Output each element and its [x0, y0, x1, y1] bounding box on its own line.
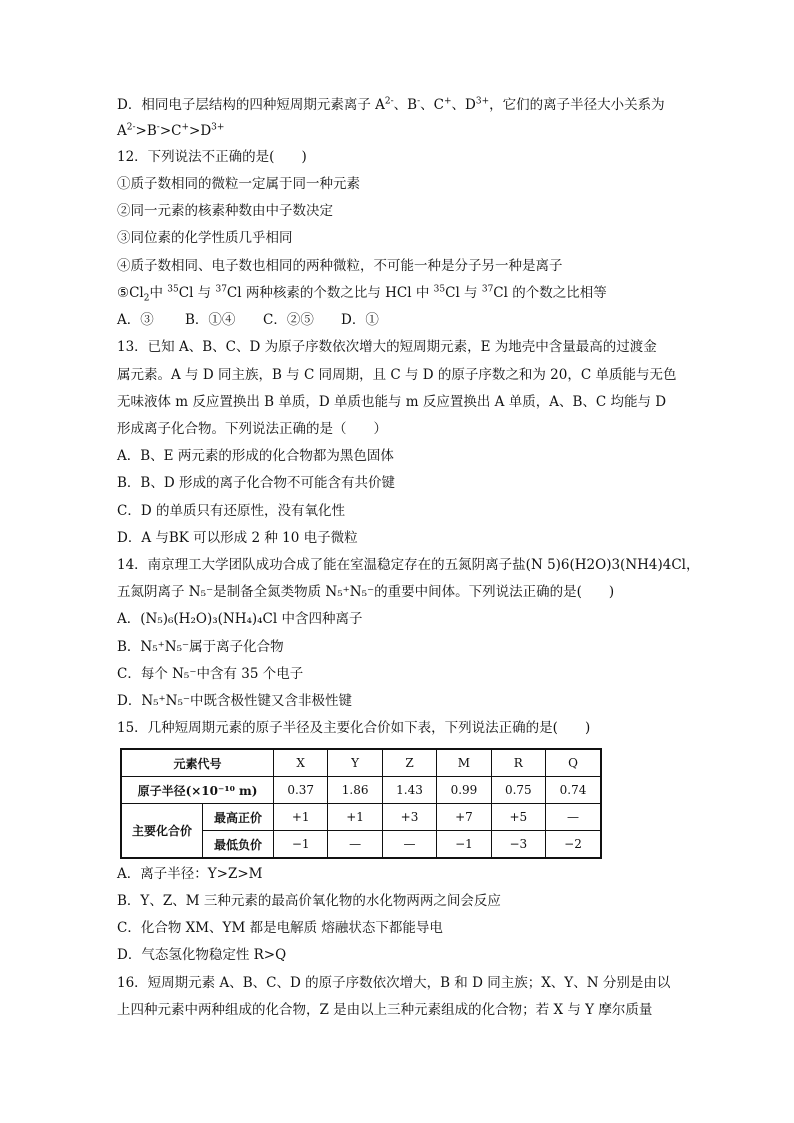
q13-option-a: A．B、E 两元素的形成的化合物都为黑色固体: [117, 448, 394, 464]
table-cell: −1: [437, 831, 491, 859]
q14-stem-line1: 14．南京理工大学团队成功合成了能在室温稳定存在的五氮阴离子盐(N 5)6(H2O)3(NH4)4Cl，: [117, 557, 700, 573]
q12-statement-1: ①质子数相同的微粒一定属于同一种元素: [117, 176, 360, 192]
table-cell: Z: [382, 749, 436, 777]
table-cell: +5: [491, 804, 545, 831]
table-cell: −1: [274, 831, 328, 859]
table-cell: —: [546, 804, 601, 831]
table-header-code: 元素代号: [121, 749, 274, 777]
q14-option-a: A．(N₅)₆(H₂O)₃(NH₄)₄Cl 中含四种离子: [117, 611, 363, 627]
table-cell: −2: [546, 831, 601, 859]
table-cell: 1.86: [328, 777, 382, 804]
table-cell: Q: [546, 749, 601, 777]
table-header-valence: 主要化合价: [121, 804, 203, 859]
q15-option-b: B．Y、Z、M 三种元素的最高价氧化物的水化物两两之间会反应: [117, 893, 501, 909]
q15-option-a: A．离子半径：Y>Z>M: [117, 866, 263, 882]
table-cell: R: [491, 749, 545, 777]
q13-option-c: C．D 的单质只有还原性，没有氧化性: [117, 503, 345, 519]
q12-stem: 12．下列说法不正确的是( ): [117, 149, 307, 165]
table-cell: 0.75: [491, 777, 545, 804]
table-cell: −3: [491, 831, 545, 859]
table-cell: +1: [328, 804, 382, 831]
q11-option-d-line1: D．相同电子层结构的四种短周期元素离子 $A^{2-}$、B-、C+、$D^{3+}$，它们的离子半径大小关系为: [117, 96, 665, 113]
table-cell: 0.99: [437, 777, 491, 804]
table-cell: 0.74: [546, 777, 601, 804]
q13-option-b: B．B、D 形成的离子化合物不可能含有共价键: [117, 475, 395, 491]
table-cell: X: [274, 749, 328, 777]
table-cell: +3: [382, 804, 436, 831]
table-cell: +7: [437, 804, 491, 831]
q12-statement-4: ④质子数相同、电子数也相同的两种微粒，不可能一种是分子另一种是离子: [117, 258, 563, 274]
q12-statement-2: ②同一元素的核素种数由中子数决定: [117, 203, 333, 219]
q11-option-d-line2: $A^{2-}>B^->C^+>D^{3+}$: [117, 122, 225, 139]
table-header-radius: 原子半径(×10⁻¹⁰ m): [121, 777, 274, 804]
table-row: [121, 749, 601, 777]
q14-stem-line2: 五氮阴离子 N₅⁻是制备全氮类物质 N₅⁺N₅⁻的重要中间体。下列说法正确的是( ): [117, 584, 615, 600]
q15-stem: 15．几种短周期元素的原子半径及主要化合价如下表，下列说法正确的是( ): [117, 720, 591, 736]
q12-option-d: D．①: [341, 312, 379, 328]
table-cell: —: [382, 831, 436, 859]
table-header-max: 最高正价: [203, 804, 274, 831]
table-cell: M: [437, 749, 491, 777]
table-row: [121, 777, 601, 804]
q14-option-b: B．N₅⁺N₅⁻属于离子化合物: [117, 639, 284, 655]
q15-option-d: D．气态氢化物稳定性 R>Q: [117, 947, 287, 963]
q12-statement-3: ③同位素的化学性质几乎相同: [117, 230, 293, 246]
q15-option-c: C．化合物 XM、YM 都是电解质 熔融状态下都能导电: [117, 920, 443, 936]
table-cell: 1.43: [382, 777, 436, 804]
q12-option-a: A．③: [117, 312, 154, 328]
table-cell: Y: [328, 749, 382, 777]
q12-statement-5: $⑤Cl_2$中 $^{35}$Cl 与 $^{37}$Cl 两种核素的个数之比与 HCl 中 $^{35}$Cl 与 $^{37}$Cl 的个数之比相等: [117, 284, 607, 304]
q12-options: [117, 311, 379, 329]
q13-stem-line3: 无味液体 m 反应置换出 B 单质，D 单质也能与 m 反应置换出 A 单质，A、B、C 均能与 D: [117, 394, 667, 410]
q13-stem-line1: 13．已知 A、B、C、D 为原子序数依次增大的短周期元素，E 为地壳中含量最高的过渡金: [117, 339, 657, 355]
q14-formula: 5)6(H2O)3(NH4)4Cl，: [547, 557, 700, 573]
table-cell: +1: [274, 804, 328, 831]
table-cell: 0.37: [274, 777, 328, 804]
table-header-min: 最低负价: [203, 831, 274, 859]
q16-stem-line1: 16．短周期元素 A、B、C、D 的原子序数依次增大，B 和 D 同主族；X、Y、N 分别是由以: [117, 975, 671, 991]
q13-stem-line4: 形成离子化合物。下列说法正确的是（ ）: [117, 421, 387, 437]
q14-option-d: D．N₅⁺N₅⁻中既含极性键又含非极性键: [117, 693, 353, 709]
table-cell: —: [328, 831, 382, 859]
q13-option-d: D．A 与BK 可以形成 2 种 10 电子微粒: [117, 530, 358, 546]
q16-stem-line2: 上四种元素中两种组成的化合物，Z 是由以上三种元素组成的化合物；若 X 与 Y 摩尔质量: [117, 1002, 653, 1018]
q12-option-b: B．①④: [185, 312, 236, 328]
table-row: [121, 804, 601, 831]
q12-option-c: C．②⑤: [263, 312, 314, 328]
element-properties-table: [120, 748, 602, 859]
q14-option-c: C．每个 N₅⁻中含有 35 个电子: [117, 666, 304, 682]
q13-stem-line2: 属元素。A 与 D 同主族，B 与 C 同周期，且 C 与 D 的原子序数之和为 20，C 单质能与无色: [117, 367, 677, 383]
